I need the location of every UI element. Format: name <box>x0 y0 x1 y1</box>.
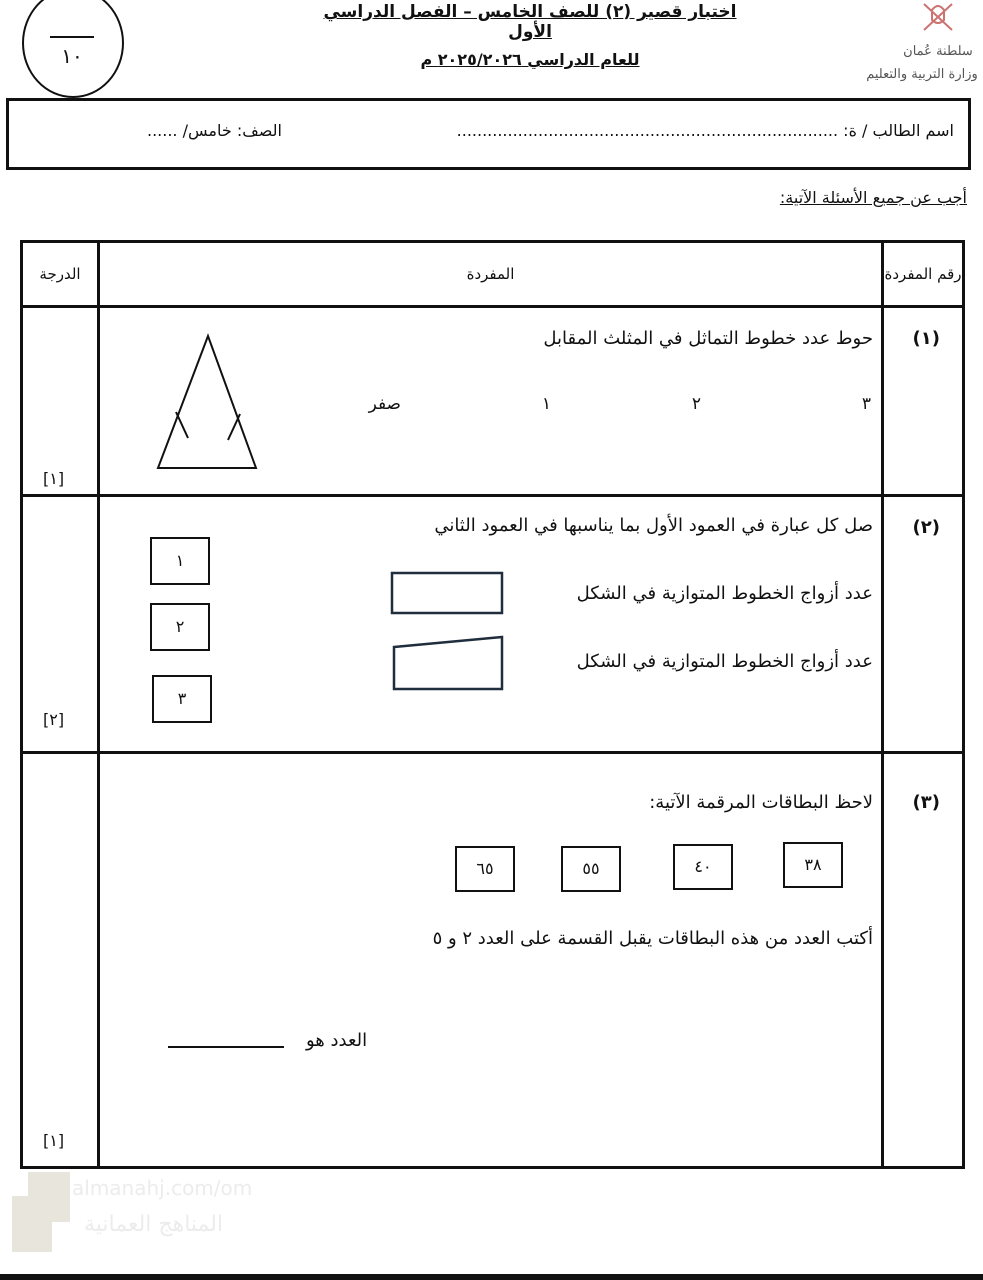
number-card: ٤٠ <box>673 844 733 890</box>
table-header-row <box>22 242 964 307</box>
logo-line1: سلطنة عُمان <box>903 44 973 59</box>
number-card: ٥٥ <box>561 846 621 892</box>
logo-line2: وزارة التربية والتعليم <box>866 67 977 82</box>
answer-box-3[interactable]: ٣ <box>152 675 212 723</box>
trapezoid-shape <box>390 633 510 693</box>
number-card: ٦٥ <box>455 846 515 892</box>
score-total: ١٠ <box>61 44 83 68</box>
question-grade: [١] <box>43 1131 65 1150</box>
question-text: لاحظ البطاقات المرقمة الآتية: <box>649 792 873 813</box>
watermark-name: المناهج العمانية <box>84 1212 224 1237</box>
statement-1[interactable]: عدد أزواج الخطوط المتوازية في الشكل <box>576 583 873 604</box>
instructions: أجب عن جميع الأسئلة الآتية: <box>779 188 967 207</box>
oman-emblem-icon <box>842 0 977 88</box>
header-item-number: رقم المفردة <box>883 242 964 307</box>
table-row <box>22 753 964 1168</box>
statement-2[interactable]: عدد أزواج الخطوط المتوازية في الشكل <box>576 651 873 672</box>
student-info-box <box>6 98 971 170</box>
table-row <box>22 307 964 496</box>
score-fraction-line <box>50 36 94 38</box>
class-field[interactable]: الصف: خامس/ ...... <box>147 121 282 140</box>
question-grade: [٢] <box>43 710 65 729</box>
header-grade: الدرجة <box>22 242 99 307</box>
option-2[interactable]: ٢ <box>691 394 701 414</box>
ministry-logo <box>842 0 977 88</box>
question-number: (٣) <box>912 792 940 813</box>
watermark <box>12 1172 253 1252</box>
answer-box-2[interactable]: ٢ <box>150 603 210 651</box>
questions-table <box>20 240 965 1169</box>
academic-year: للعام الدراسي ٢٠٢٥/٢٠٢٦ م <box>420 50 640 69</box>
option-3[interactable]: ٣ <box>861 394 871 414</box>
isosceles-triangle-figure <box>150 332 260 472</box>
question-number: (٢) <box>912 517 940 538</box>
header-item: المفردة <box>99 242 883 307</box>
student-name-field[interactable]: اسم الطالب / ة: ........................................................................... <box>456 121 954 140</box>
question-grade: [١] <box>43 469 65 488</box>
page-bottom-border <box>0 1274 983 1280</box>
answer-label: العدد هو <box>306 1030 368 1051</box>
number-card: ٣٨ <box>783 842 843 888</box>
question-number: (١) <box>912 328 940 349</box>
table-row <box>22 496 964 753</box>
answer-box-1[interactable]: ١ <box>150 537 210 585</box>
option-zero[interactable]: صفر <box>368 394 401 414</box>
watermark-url: almanahj.com/om <box>72 1176 253 1200</box>
question-text: حوط عدد خطوط التماثل في المثلث المقابل <box>543 328 873 349</box>
option-1[interactable]: ١ <box>541 394 551 414</box>
answer-blank-line[interactable] <box>168 1046 284 1048</box>
question-text: صل كل عبارة في العمود الأول بما يناسبها في العمود الثاني <box>434 515 873 536</box>
question-prompt: أكتب العدد من هذه البطاقات يقبل القسمة على العدد ٢ و ٥ <box>432 928 873 949</box>
rectangle-shape <box>390 569 510 619</box>
exam-title: اختبار قصير (٢) للصف الخامس – الفصل الدراسي الأول <box>323 2 737 42</box>
